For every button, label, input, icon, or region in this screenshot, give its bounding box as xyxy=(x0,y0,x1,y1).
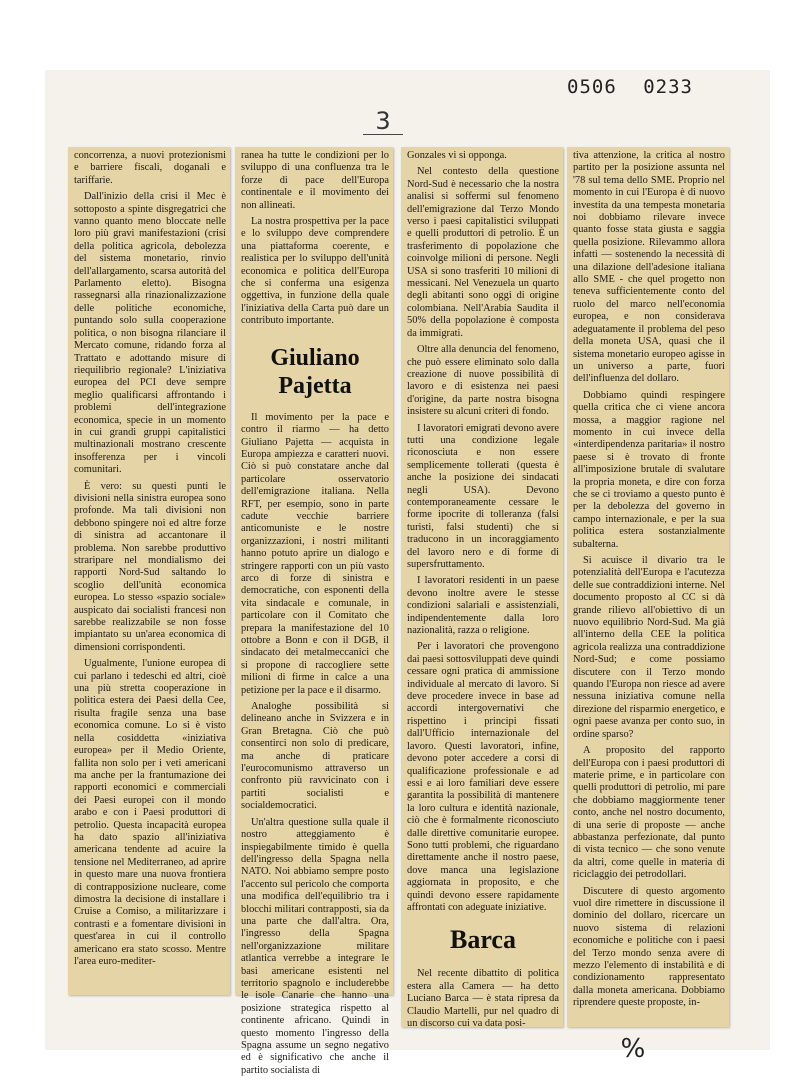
column-2-paragraph: Un'altra questione sulla quale il nostro atteggiamento è inspiegabilmente timido è quella dell'ingresso della Spagna nella NATO. Noi abbiamo sempre posto l'accento sul pericolo che comporta una modifica dell'equilibrio tra i blocchi militari contrapposti, sia da una parte che dall'altra. Ora, l'ingresso della Spagna nell'organizzazione militare atlantica verrebbe a integrare le basi americane esistenti nel territorio spagnolo e includerebbe le isole Canarie che hanno una posizione strategica rispetto al continente africano. Quindi in questo momento l'ingresso della Spagna assume un segno negativo ed è significativo che anche il partito socialista di xyxy=(241,816,389,1076)
column-4-paragraph: Discutere di questo argomento vuol dire rimettere in discussione il dominio del dollaro, ricercare un nuovo sistema di relazioni economiche e politiche con i paesi del Terzo mondo senza avere di mezzo l'elemento di instabilità e di condizionamento rappresentato dalla moneta americana. Dobbiamo riprendere queste proposte, in- xyxy=(573,885,725,1009)
column-2-paragraph: ranea ha tutte le condizioni per lo sviluppo di una confluenza tra le forze di pace dell'Europa continentale e il movimento dei non allineati. xyxy=(241,150,389,211)
column-1-paragraph: Dall'inizio della crisi il Mec è sottoposto a spinte disgregatrici che vanno quanto meno bloccate nelle loro più gravi manifestazioni (crisi della politica agricola, debolezza del sistema monetario, rinvio dell'allargamento, scarsa autorità del Parlamento eletto). Bisogna rassegnarsi alla rinazionalizzazione delle politiche economiche, puntando solo sulla cooperazione politica, o non bisogna rilanciare il Mercato comune, ridando forza al Trattato e adottando misure di riequilibrio regionale? L'iniziativa europea del PCI deve sempre meglio qualificarsi affrontando i problemi dell'integrazione economica, specie in un momento in cui grandi gruppi capitalistici multinazionali mostrano crescente insofferenza per i vincoli comunitari. xyxy=(74,191,226,476)
article-column-2 xyxy=(235,147,393,1076)
column-3-paragraph: Nel recente dibattito di politica estera alla Camera — ha detto Luciano Barca — è stata ripresa da Claudio Martelli, pur nel quadro di un discorso cui va data posi- xyxy=(407,968,559,1029)
column-3-paragraph: Nel contesto della questione Nord-Sud è necessario che la nostra analisi si soffermi sul fenomeno dell'emigrazione dal Terzo Mondo verso i paesi capitalistici sviluppati e quelli produttori di petrolio. È un trasferimento di popolazione che coinvolge milioni di persone. Negli USA si sono trasferiti 10 milioni di messicani. Nel Venezuela un quarto degli abitanti sono oggi di origine colombiana. Nell'Arabia Saudita il 50% della popolazione è composta da immigrati. xyxy=(407,166,559,339)
column-3-paragraph: Oltre alla denuncia del fenomeno, che può essere eliminato solo dalla creazione di nuove possibilità di lavoro e di esistenza nei paesi d'origine, da parte nostra bisogna insistere su alcuni criteri di fondo. xyxy=(407,344,559,418)
column-2-paragraph: La nostra prospettiva per la pace e lo sviluppo deve comprendere una piattaforma coerente, e realistica per lo sviluppo dell'unità economica e politica dell'Europa che si conferma una esigenza oggettiva, in funzione della quale l'iniziativa della Carta può dare un contributo importante. xyxy=(241,216,389,327)
column-4-paragraph: Si acuisce il divario tra le potenzialità dell'Europa e l'acutezza delle sue contraddizioni interne. Nel documento proposto al CC si dà grande rilievo all'obiettivo di un nuovo equilibrio Nord-Sud. Ma già all'interno della CEE la politica agricola realizza una contraddizione Nord-Sud; e come possiamo discutere con il Terzo mondo quando l'Europa non riesce ad avere nessuna iniziativa comune nella direzione del risparmio energetico, e ogni paese avanza per conto suo, in ordine sparso? xyxy=(573,555,725,740)
speaker-headline-pajetta: Giuliano Pajetta xyxy=(270,344,360,399)
column-1-paragraph: Ugualmente, l'unione europea di cui parlano i tedeschi ed altri, cioè una più stretta cooperazione in politica estera dei Paesi della Cee, risulta fragile senza una base economica comune. Lo si è visto nella cosiddetta «iniziativa europea» per il Medio Oriente, fallita non solo per i veti americani ma anche per la frantumazione dei rapporti economici e commerciali dei Paesi europei con il mondo arabo e con i Paesi produttori di petrolio. Questa incapacità europea ha dato spazio all'iniziativa americana tendente ad acuire la tensione nel Mediterraneo, ad aprire in questo mare una nuova frontiera di contrapposizione nucleare, come dimostra la decisione di installare i Cruise a Comiso, a militarizzare i contrasti e a fomentare divisioni in quest'area in cui il controllo americano era stato scosso. Mentre l'area euro-mediter- xyxy=(74,658,226,967)
column-3-paragraph: Gonzales vi si opponga. xyxy=(407,150,507,161)
column-3-paragraph: I lavoratori emigrati devono avere tutti una condizione legale riconosciuta e non essere semplicemente tollerati (questa è anche la posizione dei sindacati negli USA). Devono contemporaneamente cessare le forme ipocrite di tolleranza (falsi turisti, falsi studenti) che si traducono in un incoraggiamento del lavoro nero e di forme di supersfruttamento. xyxy=(407,422,559,570)
article-column-3 xyxy=(401,147,563,1027)
document-number: 0506 0233 xyxy=(567,76,693,98)
column-3-paragraph: I lavoratori residenti in un paese devono inoltre avere le stesse condizioni salariali e assistenziali, indipendentemente dalla loro nazionalità, razza o religione. xyxy=(407,575,559,637)
article-column-1 xyxy=(68,147,230,995)
speaker-headline-barca: Barca xyxy=(450,925,516,955)
column-1-paragraph: È vero: su questi punti le divisioni nella sinistra europea sono profonde. Ma tali divisioni non debbono spingere noi ed altre forze di sinistra ad accantonare il problema. Non sarebbe produttivo straripare nel mondialismo dei rapporti Nord-Sud saltando lo scoglio dell'unità economica europea. Lo stesso «spazio sociale» auspicato dai socialisti francesi non sarebbe realizzabile se non fosse impiantato su un'area economica di dimensioni corrispondenti. xyxy=(74,480,226,653)
column-4-paragraph: Dobbiamo quindi respingere quella critica che ci viene ancora mossa, a maggior ragione nel momento in cui invece della «interdipendenza paritaria» il nostro paese si è trovato di fronte all'imposizione brutale di svalutare la propria moneta, e dire con forza che se ci troviamo a questo punto è per la debolezza del governo in campo internazionale, e per la sua politica estera sostanzialmente subalterna. xyxy=(573,389,725,550)
column-4-paragraph: A proposito del rapporto dell'Europa con i paesi produttori di materie prime, e in particolare con quelli produttori di petrolio, mi pare che dobbiamo maggiormente tener conto, anche nel nostro documento, di una serie di proposte — anche abbastanza perfezionate, dal punto di vista tecnico — che sono venute da altri, come quelle in materia di riciclaggio dei petrodollari. xyxy=(573,745,725,881)
column-1-paragraph: concorrenza, a nuovi protezionismi e barriere fiscali, doganali e tariffarie. xyxy=(74,150,226,186)
handwritten-continuation-mark: % xyxy=(620,1034,646,1064)
column-4-paragraph: tiva attenzione, la critica al nostro partito per la posizione assunta nel '78 sul tema dello SME. Proprio nel momento in cui l'Europa è di nuovo investita da una tempesta monetaria noi dobbiamo rilevare invece quanto fosse stata giusta e saggia quella posizione. Rilevammo allora infatti — sostenendo la necessità di una dilazione dell'adesione italiana allo SME - che quel progetto non teneva sufficientemente conto del ruolo del marco nell'economia europea, e non considerava adeguatamente il problema del peso della moneta USA, quasi che il sistema monetario europeo agisse in un universo a parte, fuori dell'influenza del dollaro. xyxy=(573,150,725,385)
column-2-paragraph: Il movimento per la pace e contro il riarmo — ha detto Giuliano Pajetta — acquista in Europa ampiezza e caratteri nuovi. Ciò si può constatare anche dal particolare osservatorio dell'emigrazione italiana. Nella RFT, per esempio, sono in parte cadute vecchie barriere anticomuniste e le nostre organizzazioni, i nostri militanti hanno potuto aprire un dialogo e stringere rapporti con un più vasto arco di forze di sinistra e democratiche, con esponenti della vita sindacale e comunale, in particolare con il Comitato che prepara la manifestazione del 10 ottobre a Bonn e con il DGB, il sindacato dei metalmeccanici che si propone di raccogliere sette milioni di firme in calce a una petizione per la pace e il disarmo. xyxy=(241,411,389,696)
column-2-paragraph: Analoghe possibilità si delineano anche in Svizzera e in Gran Bretagna. Ciò che può consentirci non solo di predicare, ma anche di praticare l'eurocomunismo attraverso un confronto più ravvicinato con i partiti socialisti e socialdemocratici. xyxy=(241,701,389,812)
column-3-paragraph: Per i lavoratori che provengono dai paesi sottosviluppati deve quindi cessare ogni pratica di ammissione individuale al mercato di lavoro. Si deve procedere invece in base ad accordi intergovernativi che rispettino i principi fissati dall'Ufficio internazionale del lavoro. Questi lavoratori, infine, devono poter accedere a corsi di qualificazione professionale e ad essi e ai loro familiari deve essere garantita la possibilità di mantenere la loro cultura e identità nazionale, ciò che è formalmente riconosciuto dalle direttive comunitarie europee. Sono tutti problemi, che riguardano direttamente anche il nostro paese, dove manca una legislazione aggiornata in proposito, e che quindi devono essere rapidamente affrontati con adeguate iniziative. xyxy=(407,641,559,913)
handwritten-page-number: 3 xyxy=(363,108,403,135)
article-column-4 xyxy=(567,147,729,1027)
